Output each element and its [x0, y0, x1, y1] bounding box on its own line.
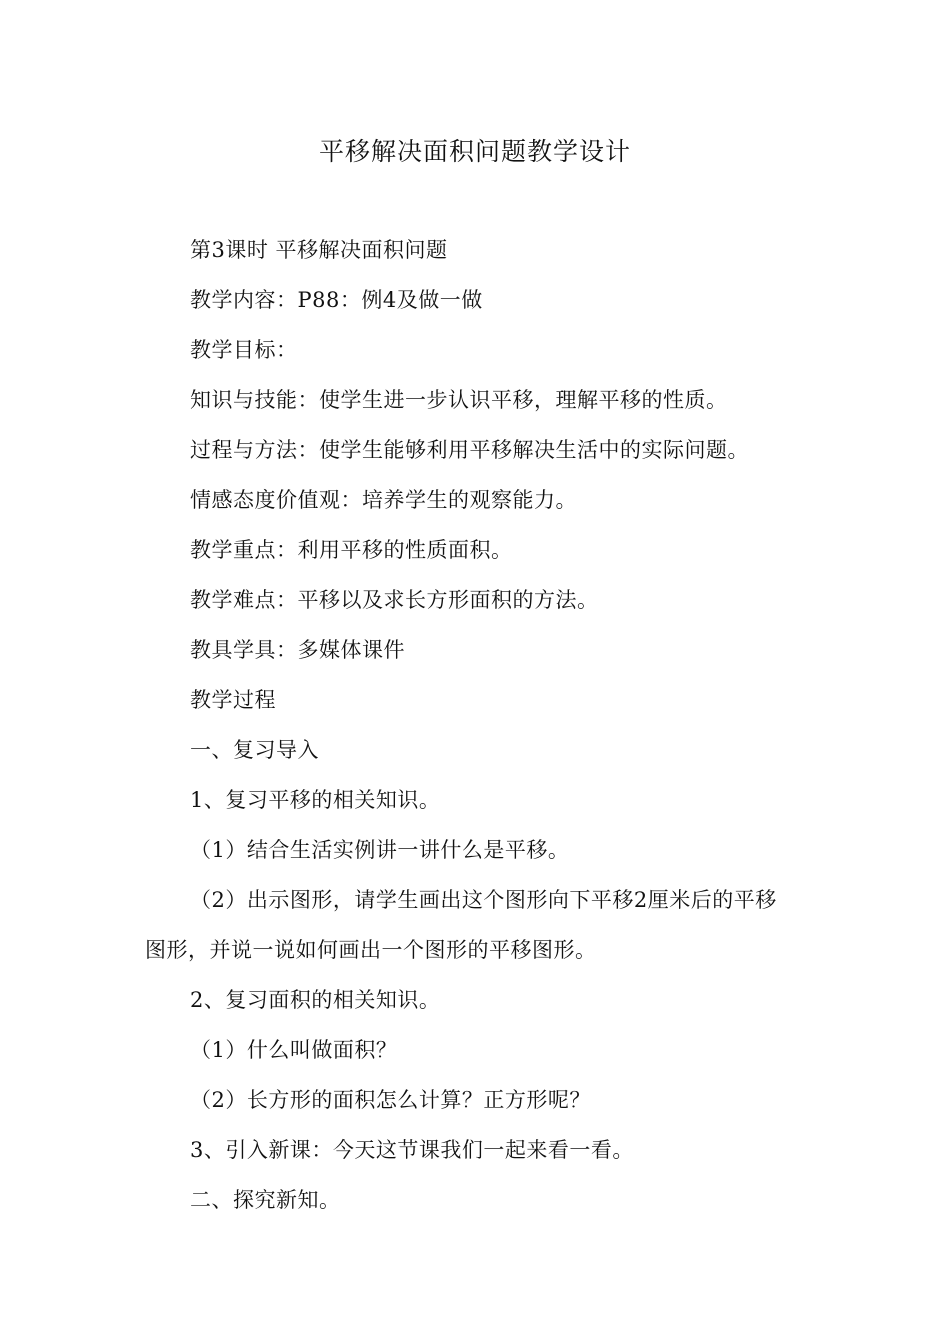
review-item-2: 2、复习面积的相关知识。 [190, 988, 441, 1012]
review-sub-1-1: （1）结合生活实例讲一讲什么是平移。 [190, 838, 570, 862]
document-title: 平移解决面积问题教学设计 [318, 137, 631, 166]
review-sub-1-2-continued: 图形，并说一说如何画出一个图形的平移图形。 [145, 938, 597, 962]
section-explore-heading: 二、探究新知。 [190, 1188, 341, 1212]
lesson-period: 第3课时 平移解决面积问题 [190, 238, 448, 262]
teaching-goals-heading: 教学目标： [190, 338, 298, 362]
review-item-1: 1、复习平移的相关知识。 [190, 788, 441, 812]
goal-knowledge: 知识与技能：使学生进一步认识平移，理解平移的性质。 [190, 388, 728, 412]
review-sub-2-1: （1）什么叫做面积？ [190, 1038, 398, 1062]
review-item-3: 3、引入新课：今天这节课我们一起来看一看。 [190, 1138, 634, 1162]
review-sub-2-2: （2）长方形的面积怎么计算？正方形呢？ [190, 1088, 591, 1112]
section-review-heading: 一、复习导入 [190, 738, 319, 762]
review-sub-1-2: （2）出示图形，请学生画出这个图形向下平移2厘米后的平移 [190, 888, 777, 912]
goal-process: 过程与方法：使学生能够利用平移解决生活中的实际问题。 [190, 438, 749, 462]
teaching-focus: 教学重点：利用平移的性质面积。 [190, 538, 513, 562]
goal-attitude: 情感态度价值观：培养学生的观察能力。 [190, 488, 577, 512]
teaching-difficulty: 教学难点：平移以及求长方形面积的方法。 [190, 588, 599, 612]
teaching-tools: 教具学具：多媒体课件 [190, 638, 405, 662]
teaching-content: 教学内容：P88：例4及做一做 [190, 288, 483, 312]
teaching-process-heading: 教学过程 [190, 688, 276, 712]
